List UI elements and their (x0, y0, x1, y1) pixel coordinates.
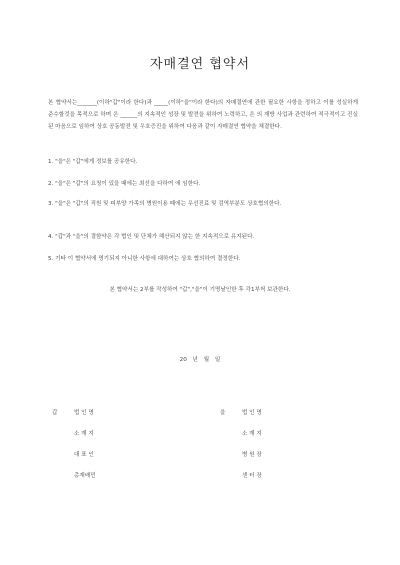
party-b-field: 병 원 장 (242, 452, 262, 458)
article-1: 1. "을"은 "갑"에게 정보를 공유한다. (48, 159, 138, 165)
party-b-row (220, 471, 302, 492)
party-a-row (52, 408, 134, 429)
closing-statement: 본 협약서는 2부를 작성하여 "갑","을"이 기명날인한 후 각1부씩 보관한다. (109, 287, 291, 293)
party-a-label: 갑 (52, 410, 58, 416)
party-b-row (220, 450, 302, 471)
party-a-signature-block (52, 408, 134, 492)
party-b-field: 센 터 장 (242, 473, 262, 479)
party-a-field: 대 표 인 (74, 452, 94, 458)
party-b-label: 을 (220, 410, 226, 416)
party-a-field: 법 인 명 (74, 410, 94, 416)
article-2: 2. "을"은 "갑"의 요청이 있을 때에는 최선을 다하여 에 임한다. (48, 181, 201, 187)
party-b-field: 소 재 지 (242, 431, 262, 437)
party-b-row (220, 408, 302, 429)
party-a-row (52, 429, 134, 450)
date-line: 20 년 월 일 (179, 357, 221, 363)
party-b-signature-block (220, 408, 302, 492)
party-a-row (52, 471, 134, 492)
party-b-row (220, 429, 302, 450)
intro-paragraph: 본 협약서는_______(이하"갑"이라 한다)과 _____(이하"을"이라 한다)의 자매결연에 관한 필요한 사항을 정하고 이를 성실하게 준수할것을 목적으로 하며 은 ______의 지속적인 성장 및 발전을 위하여 노력하고, 은 의 재방 사업과 관련하여 적극적이고 진실된 마음으로 임하여 상호 공동발전 및 우호증진을 위하여 다음과 같이 자매결연 협약을 체결한다. (48, 100, 358, 130)
article-4: 4. "갑"과 "을"의 결함약은 각 법인 및 단체가 해산되지 않는 한 지속적으로 유지된다. (48, 234, 255, 240)
document-title: 자매결연 협약서 (149, 57, 251, 72)
party-a-field: 소 재 지 (74, 431, 94, 437)
party-b-field: 법 인 명 (242, 410, 262, 416)
party-a-field: 총재배민 (74, 473, 96, 479)
article-3: 3. "을"은 "갑"의 직원 및 피부양 가족의 병원이용 때에는 우선진료 및 검역부분도 상호협의한다. (48, 201, 282, 207)
party-a-row (52, 450, 134, 471)
article-5: 5. 기타 이 협약서에 명기되지 아니한 사항에 대하여는 상호 협의하여 결정한다. (48, 256, 241, 262)
